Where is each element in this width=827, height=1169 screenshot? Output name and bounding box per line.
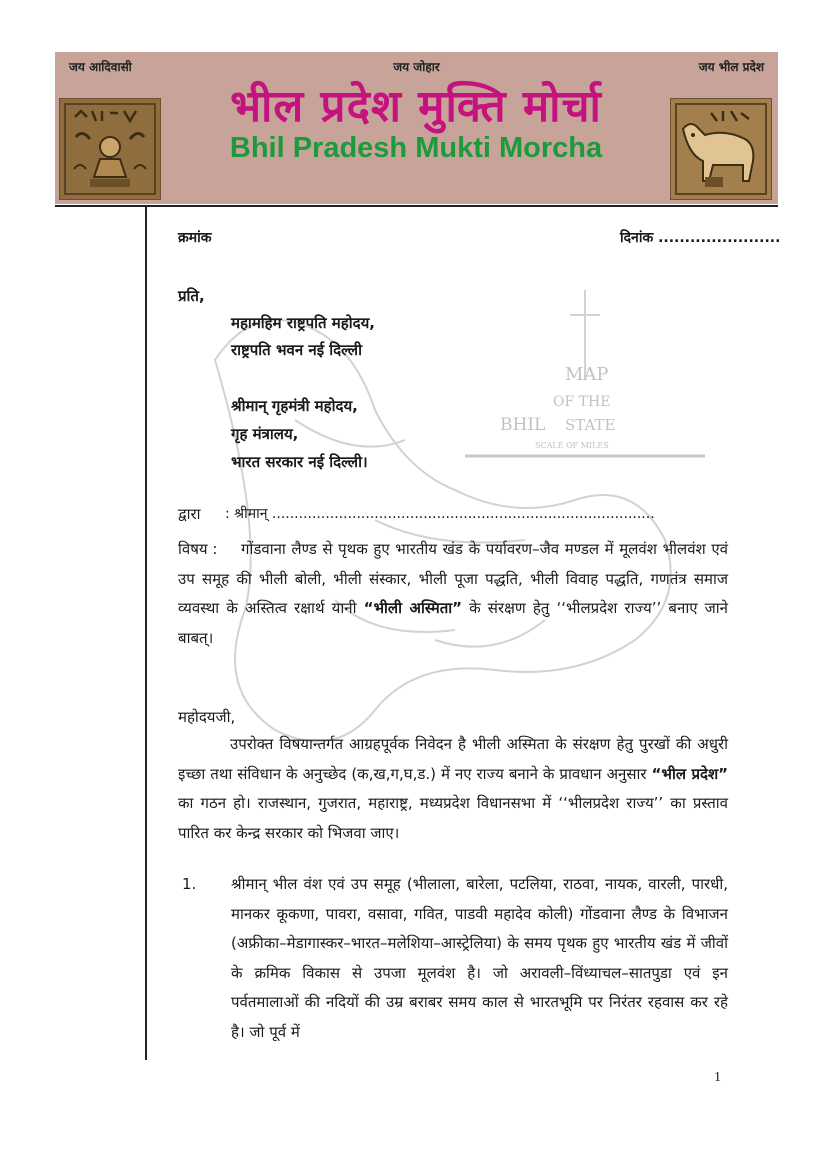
body-paragraph	[178, 730, 728, 848]
dwara-label: द्वारा	[178, 505, 201, 523]
prati-label: प्रति,	[178, 287, 205, 305]
vishay-label: विषय :	[178, 540, 218, 558]
header-divider	[55, 205, 778, 207]
addressee-home-minister-line1: श्रीमान् गृहमंत्री महोदय,	[231, 397, 358, 415]
body-text-end: का गठन हो। राजस्थान, गुजरात, महाराष्ट्र, मध्यप्रदेश विधानसभा में ‘‘भीलप्रदेश राज्य’’ का प्रस्ताव पारित कर केन्द्र सरकार को भिजवा जाए।	[178, 794, 728, 842]
addressee-president-line1: महामहिम राष्ट्रपति महोदय,	[231, 314, 375, 332]
map-scale: SCALE OF MILES	[535, 441, 609, 450]
dwara-value: : श्रीमान् ......................................................................................	[225, 506, 655, 522]
organization-title-english: Bhil Pradesh Mukti Morcha	[229, 132, 603, 164]
body-text: उपरोक्त विषयान्तर्गत आग्रहपूर्वक निवेदन है भीली अस्मिता के संरक्षण हेतु पुरखों की अधुरी इच्छा तथा संविधान के अनुच्छेद (क,ख,ग,घ,ड.) में नए राज्य बनाने के प्रावधान अनुसार	[178, 735, 728, 783]
addressee-president-line2: राष्ट्रपति भवन नई दिल्ली	[231, 341, 362, 359]
center-slogan: जय जोहार	[393, 60, 440, 74]
point-1-text: श्रीमान् भील वंश एवं उप समूह (भीलाला, बारेला, पटलिया, राठवा, नायक, वारली, पारधी, मानकर कूकणा, पावरा, वसावा, गवित, पाडवी महादेव कोली) गोंडवाना लैण्ड के विभाजन (अफ्रीका–मेडागास्कर–भारत–मलेशिया–आस्ट्रेलिया) के समय पृथक हुए भारतीय खंड में जीवों के क्रमिक विकास से उपजा मूलवंश है। जो अरावली–विंध्याचल–सातपुडा एवं इन पर्वतमालाओं की नदियों की उम्र बराबर समय काल से भारतभूमि पर निरंतर रहवास कर रहे है। जो पूर्व में	[231, 875, 728, 1041]
map-of-the: OF THE	[553, 394, 611, 410]
map-bhil: BHIL	[500, 415, 546, 435]
letterhead-banner	[55, 52, 778, 204]
organization-title-hindi: भील प्रदेश मुक्ति मोर्चा	[230, 81, 602, 132]
page-number: 1	[714, 1070, 721, 1085]
margin-line	[145, 207, 147, 1060]
bull-seal-icon	[670, 98, 772, 200]
point-1-number: 1.	[182, 875, 197, 893]
seal-figure-icon	[59, 98, 161, 200]
subject-text-end: के संरक्षण हेतु ‘‘भीलप्रदेश राज्य’’ बनाए जाने बाबत्।	[178, 599, 728, 647]
kramank-label: क्रमांक	[178, 230, 212, 246]
left-slogan: जय आदिवासी	[69, 60, 132, 74]
salutation: महोदयजी,	[178, 708, 236, 726]
addressee-home-minister-line3: भारत सरकार नई दिल्ली।	[231, 453, 368, 471]
map-state: STATE	[565, 416, 616, 434]
right-slogan: जय भील प्रदेश	[698, 60, 764, 74]
body-bhil-pradesh: “भील प्रदेश”	[651, 764, 729, 783]
addressee-home-minister-line2: गृह मंत्रालय,	[231, 425, 299, 443]
subject-bhili-asmita: “भीली अस्मिता”	[363, 599, 462, 617]
subject-paragraph	[178, 535, 728, 653]
map-title: MAP	[565, 364, 609, 385]
dinank-label: दिनांक .......................	[620, 230, 781, 246]
subject-text: गोंडवाना लैण्ड से पृथक हुए भारतीय खंड के पर्यावरण–जैव मण्डल में मूलवंश भीलवंश एवं उप समूह की भीली बोली, भीली संस्कार, भीली पूजा पद्धति, भीली विवाह पद्धति, गणतंत्र समाज व्यवस्था के अस्तित्व रक्षार्थ यानी	[178, 540, 728, 617]
